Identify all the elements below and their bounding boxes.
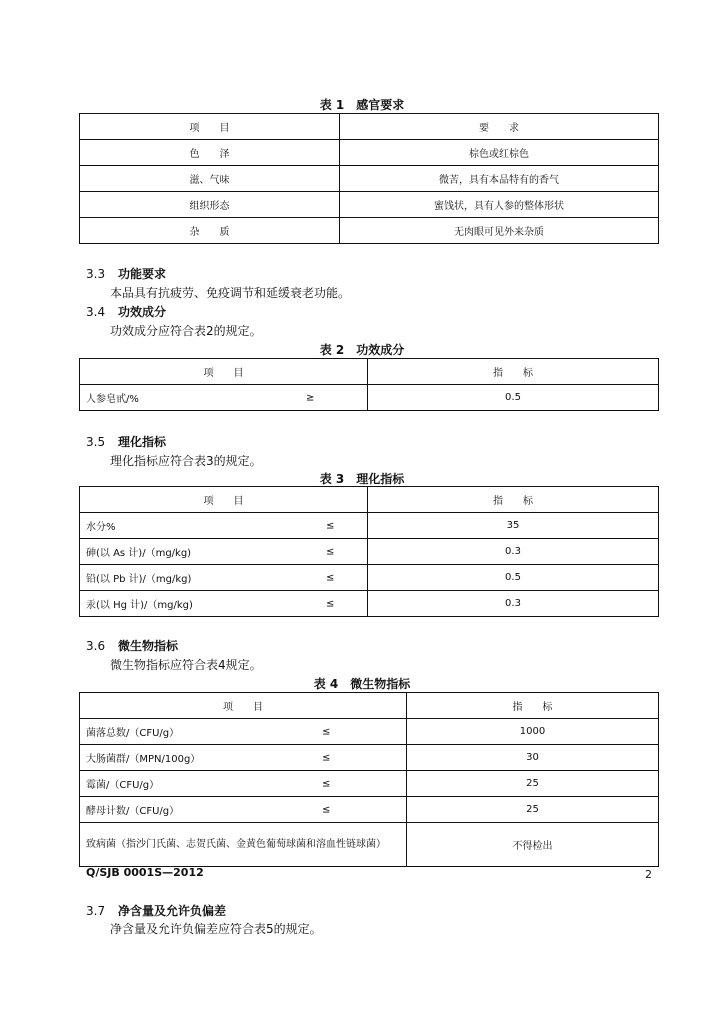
le-symbol: ≤ — [322, 778, 331, 789]
table2-caption: 表 2 功效成分 — [319, 343, 405, 357]
table4-caption: 表 4 微生物指标 — [313, 677, 411, 691]
le-symbol: ≤ — [322, 804, 331, 815]
table1-cell: 组织形态 — [80, 192, 340, 218]
table4-item: 霉菌/（CFU/g） — [86, 780, 160, 791]
table4-item-pathogen: 致病菌（指沙门氏菌、志贺氏菌、金黄色葡萄球菌和溶血性链球菌） — [80, 823, 407, 867]
table1-sensory — [79, 113, 659, 244]
table2-item-cell — [80, 385, 368, 411]
table2-item: 人参皂甙/% — [86, 394, 139, 405]
table4-item: 菌落总数/（CFU/g） — [86, 728, 180, 739]
table4-item-cell — [80, 771, 407, 797]
table4-value: 30 — [407, 745, 659, 771]
section-3-7-text: 净含量及允许负偏差应符合表5的规定。 — [110, 922, 322, 936]
section-3-4-heading — [86, 303, 166, 320]
standard-code: Q/SJB 0001S—2012 — [86, 866, 204, 879]
ge-symbol: ≥ — [306, 392, 315, 403]
table2-header-index: 指 标 — [368, 359, 659, 385]
table4-item: 大肠菌群/（MPN/100g） — [86, 754, 201, 765]
section-3-5-heading — [86, 433, 166, 450]
le-symbol: ≤ — [326, 598, 335, 609]
table4-item-cell — [80, 719, 407, 745]
table2-header-item: 项 目 — [80, 359, 368, 385]
table3-item-cell — [80, 591, 368, 617]
section-number: 3.5 — [86, 435, 106, 449]
table3-item: 铅(以 Pb 计)/（mg/kg) — [86, 574, 192, 585]
table3-value: 35 — [368, 513, 659, 539]
table1-cell: 杂 质 — [80, 218, 340, 244]
table3-item: 汞(以 Hg 计)/（mg/kg) — [86, 600, 193, 611]
table3-value: 0.5 — [368, 565, 659, 591]
table1-header-req: 要 求 — [340, 114, 659, 140]
table2-efficacy — [79, 358, 659, 411]
table1-cell: 滋、气味 — [80, 166, 340, 192]
table3-item: 砷(以 As 计)/（mg/kg) — [86, 548, 192, 559]
table1-cell: 色 泽 — [80, 140, 340, 166]
table3-item-cell — [80, 565, 368, 591]
table4-value: 25 — [407, 771, 659, 797]
le-symbol: ≤ — [326, 520, 335, 531]
page-number: 2 — [645, 868, 652, 881]
table4-item-cell — [80, 745, 407, 771]
section-title: 理化指标 — [118, 435, 167, 449]
section-3-5-text: 理化指标应符合表3的规定。 — [110, 454, 262, 468]
le-symbol: ≤ — [326, 546, 335, 557]
table4-header-item: 项 目 — [80, 693, 407, 719]
section-title: 净含量及允许负偏差 — [118, 904, 227, 918]
le-symbol: ≤ — [322, 726, 331, 737]
section-number: 3.3 — [86, 267, 106, 281]
le-symbol: ≤ — [326, 572, 335, 583]
table3-physchem — [79, 486, 659, 617]
table2-value: 0.5 — [368, 385, 659, 411]
table3-item-cell — [80, 539, 368, 565]
table1-cell: 微苦，具有本品特有的香气 — [340, 166, 659, 192]
section-title: 微生物指标 — [118, 639, 179, 653]
table3-header-item: 项 目 — [80, 487, 368, 513]
section-title: 功效成分 — [118, 305, 167, 319]
section-number: 3.4 — [86, 305, 106, 319]
table4-item: 酵母计数/（CFU/g） — [86, 806, 180, 817]
table4-value: 25 — [407, 797, 659, 823]
table1-cell: 棕色或红棕色 — [340, 140, 659, 166]
section-3-3-heading — [86, 265, 166, 282]
table4-value: 不得检出 — [407, 823, 659, 867]
section-3-6-text: 微生物指标应符合表4规定。 — [110, 658, 262, 672]
table1-cell: 蜜饯状，具有人参的整体形状 — [340, 192, 659, 218]
section-3-4-text: 功效成分应符合表2的规定。 — [110, 324, 262, 338]
table1-caption: 表 1 感官要求 — [319, 98, 405, 112]
table3-header-index: 指 标 — [368, 487, 659, 513]
table4-microbial — [79, 692, 659, 867]
table3-value: 0.3 — [368, 591, 659, 617]
section-number: 3.6 — [86, 639, 106, 653]
table4-header-index: 指 标 — [407, 693, 659, 719]
table1-cell: 无肉眼可见外来杂质 — [340, 218, 659, 244]
table3-item-cell — [80, 513, 368, 539]
table3-item: 水分% — [86, 522, 116, 533]
le-symbol: ≤ — [322, 752, 331, 763]
table3-value: 0.3 — [368, 539, 659, 565]
table4-item-cell — [80, 797, 407, 823]
table1-header-item: 项 目 — [80, 114, 340, 140]
table4-value: 1000 — [407, 719, 659, 745]
section-3-7-heading — [86, 902, 226, 919]
section-3-6-heading — [86, 637, 178, 654]
section-number: 3.7 — [86, 904, 106, 918]
section-3-3-text: 本品具有抗疲劳、免疫调节和延缓衰老功能。 — [110, 286, 351, 300]
table3-caption: 表 3 理化指标 — [319, 472, 405, 486]
section-title: 功能要求 — [118, 267, 167, 281]
